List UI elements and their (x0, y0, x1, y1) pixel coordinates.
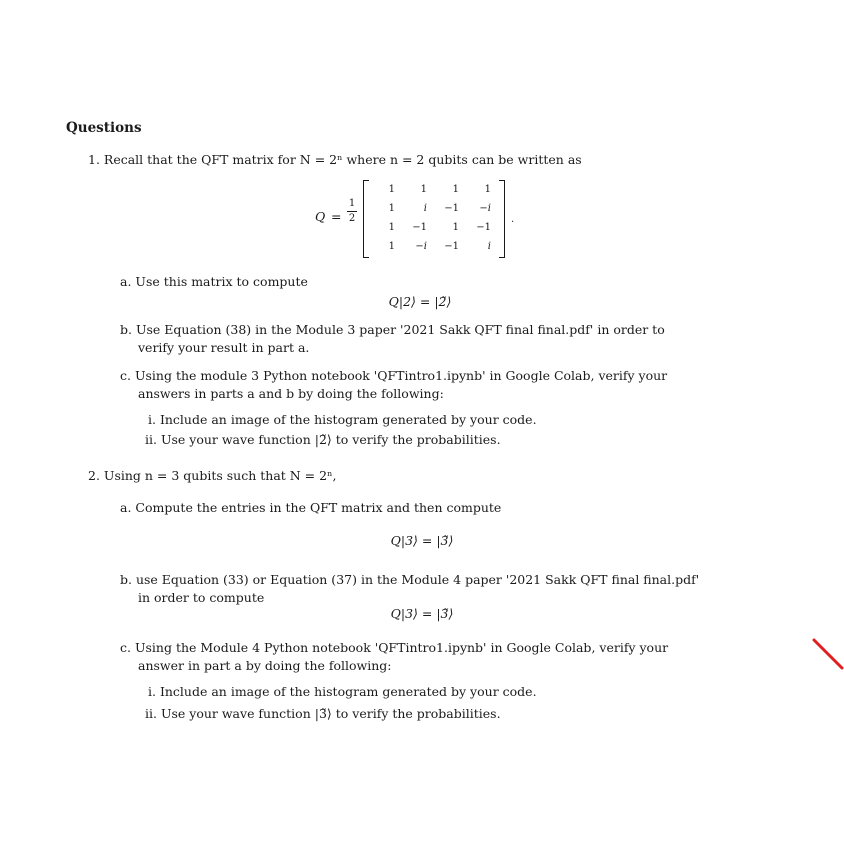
red-mark-stroke (814, 640, 842, 668)
question-2b-equation: Q|3⟩ = |3̃⟩ (390, 606, 454, 621)
question-2a-label: a. (120, 500, 132, 515)
question-2c-text: Using the Module 4 Python notebook 'QFTintro1.ipynb' in Google Colab, verify your (134, 640, 669, 655)
question-2c-item-ii: ii. Use your wave function |3̃⟩ to verify the probabilities. (145, 706, 501, 721)
matrix-cell: 1 (420, 184, 427, 195)
question-1c-line2: answers in parts a and b by doing the following: (138, 386, 444, 401)
matrix-cell: 1 (452, 184, 459, 195)
question-1a-equation: Q|2⟩ = |2̃⟩ (388, 294, 452, 309)
question-2a-text: Compute the entries in the QFT matrix and then compute (135, 500, 502, 515)
matrix-fraction (347, 198, 357, 225)
matrix-right-bracket (499, 180, 505, 258)
matrix-cell: 1 (484, 184, 491, 195)
matrix-cell: −i (415, 241, 427, 252)
question-2b-line1 (120, 572, 699, 587)
fraction-bar (347, 211, 357, 212)
fraction-numerator: 1 (348, 198, 356, 209)
question-1b-line1 (120, 322, 665, 337)
matrix-cell: −i (479, 203, 491, 214)
question-2a-equation: Q|3⟩ = |3̃⟩ (390, 533, 454, 548)
question-2-number: 2. (88, 468, 100, 483)
question-1c-label: c. (120, 368, 131, 383)
matrix-cell: i (487, 241, 491, 252)
question-2b-label: b. (120, 572, 132, 587)
question-1b-label: b. (120, 322, 132, 337)
question-1c-line1 (120, 368, 667, 383)
question-2b-line2: in order to compute (138, 590, 265, 605)
matrix-cell: −1 (412, 222, 427, 233)
matrix-cell: 1 (388, 203, 395, 214)
question-2a (120, 500, 501, 515)
matrix-cell: 1 (388, 241, 395, 252)
matrix-equals: = (331, 209, 342, 224)
question-2c-line2: answer in part a by doing the following: (138, 658, 392, 673)
fraction-denominator: 2 (348, 213, 356, 224)
question-1-number: 1. (88, 152, 100, 167)
question-1-text: Recall that the QFT matrix for N = 2ⁿ where n = 2 qubits can be written as (103, 152, 582, 167)
question-1a-label: a. (120, 274, 132, 289)
question-2c-line1 (120, 640, 668, 655)
qft-matrix-equation (315, 178, 515, 258)
question-1a-text: Use this matrix to compute (135, 274, 308, 289)
matrix-cell: −1 (444, 241, 459, 252)
red-check-mark-icon (812, 636, 844, 672)
question-2c-item-i: i. Include an image of the histogram generated by your code. (148, 684, 537, 699)
matrix-cell: −1 (444, 203, 459, 214)
question-1-intro (88, 152, 582, 167)
matrix-cell: 1 (388, 222, 395, 233)
matrix-cell: 1 (388, 184, 395, 195)
question-2b-text: use Equation (33) or Equation (37) in the Module 4 paper '2021 Sakk QFT final final.pdf' (135, 572, 700, 587)
matrix-cell: 1 (452, 222, 459, 233)
matrix-period: . (511, 214, 515, 225)
question-1b-text: Use Equation (38) in the Module 3 paper '2021 Sakk QFT final final.pdf' in order to (135, 322, 665, 337)
question-1b-line2: verify your result in part a. (138, 340, 310, 355)
question-1c-item-ii: ii. Use your wave function |2̃⟩ to verify the probabilities. (145, 432, 501, 447)
question-2c-label: c. (120, 640, 131, 655)
matrix-lhs: Q (315, 209, 326, 224)
matrix-cell: −1 (476, 222, 491, 233)
question-2-intro (88, 468, 336, 483)
question-2-text: Using n = 3 qubits such that N = 2ⁿ, (103, 468, 337, 483)
matrix-cell: i (423, 203, 427, 214)
question-1a (120, 274, 308, 289)
matrix-grid (369, 180, 497, 256)
question-1c-text: Using the module 3 Python notebook 'QFTintro1.ipynb' in Google Colab, verify your (134, 368, 668, 383)
section-heading: Questions (66, 120, 142, 136)
question-1c-item-i: i. Include an image of the histogram generated by your code. (148, 412, 537, 427)
